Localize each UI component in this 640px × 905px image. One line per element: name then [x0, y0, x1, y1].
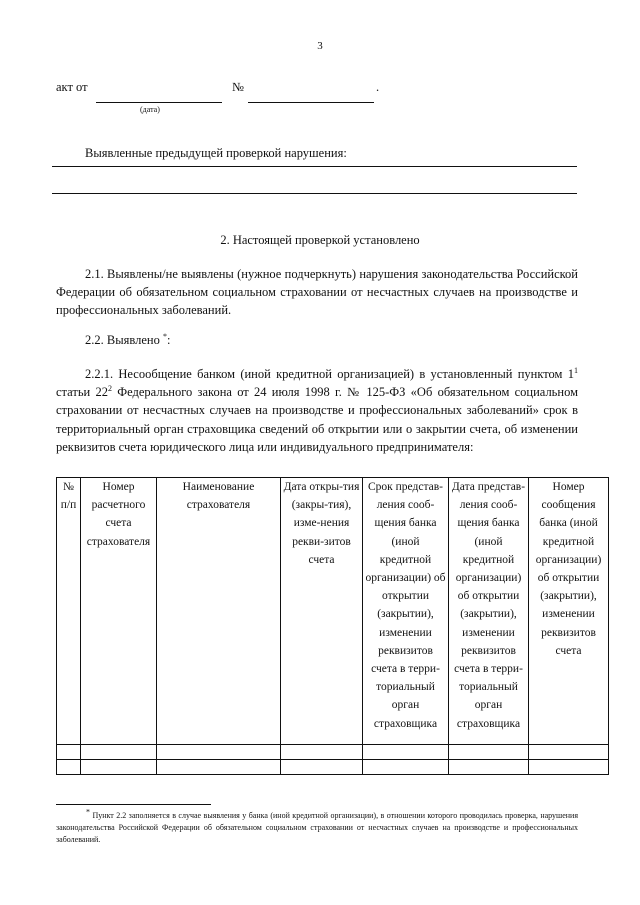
- paragraph-2-2-1-part3: Федерального закона от 24 июля 1998 г. № 125-ФЗ «Об обязательном социальном страховании от несчастных случаев на производстве и профессиональных заболеваний» срок в территориальный орган страховщика сведений об открытии или о закрытии счета, об изменении реквизитов счета юридического лица или индивидуального предпринимателя:: [56, 385, 578, 454]
- paragraph-2-2-1-part2: статьи 22: [56, 385, 108, 400]
- paragraph-2-2: [56, 331, 578, 349]
- table-cell[interactable]: [363, 745, 449, 760]
- table-cell[interactable]: [529, 760, 609, 775]
- footnote-text: Пункт 2.2 заполняется в случае выявления у банка (иной кредитной организации), в отношении которого проводилась проверка, нарушения законодательства Российской Федерации об обязательном социальном страховании от несчастных случаев на производстве и профессиональных заболеваний.: [56, 811, 579, 844]
- footnote-mark: *: [162, 331, 167, 341]
- previous-violations-label: Выявленные предыдущей проверкой нарушения:: [85, 146, 347, 160]
- paragraph-2-1: 2.1. Выявлены/не выявлены (нужное подчеркнуть) нарушения законодательства Российской Федерации об обязательном социальном страховании от несчастных случаев на производстве и профессиональных заболеваний.: [56, 267, 578, 318]
- header-report-deadline: Срок представ-ления сооб-щения банка (иной кредитной организации) об открытии (закрытии), изменении реквизитов счета в терри-ториальный орган страховщика: [363, 478, 449, 745]
- table-row: [57, 745, 609, 760]
- table-cell[interactable]: [57, 760, 81, 775]
- table-cell[interactable]: [157, 745, 281, 760]
- blank-line-1: [52, 166, 577, 167]
- header-insurer-name: Наименование страхователя: [157, 478, 281, 745]
- table-cell[interactable]: [281, 745, 363, 760]
- table-cell[interactable]: [281, 760, 363, 775]
- header-open-close-date: Дата откры-тия (закры-тия), изме-нения рекви-зитов счета: [281, 478, 363, 745]
- act-date-field: [96, 102, 222, 103]
- table-cell[interactable]: [81, 745, 157, 760]
- act-prefix: акт от: [56, 80, 88, 94]
- paragraph-2-2-1-part1: 2.2.1. Несообщение банком (иной кредитной организацией) в установленный пунктом 1: [85, 367, 574, 381]
- footnote-separator: [56, 804, 211, 805]
- header-number: № п/п: [57, 478, 81, 745]
- act-number-field: [248, 102, 374, 103]
- table-cell[interactable]: [449, 745, 529, 760]
- superscript-1: 1: [574, 365, 578, 375]
- header-account-number: Номер расчетного счета страхователя: [81, 478, 157, 745]
- table-header-row: [57, 478, 609, 745]
- act-end-mark: .: [376, 80, 380, 94]
- header-report-date: Дата представ-ления сооб-щения банка (иной кредитной организации) об открытии (закрытии), изменении реквизитов счета в терри-ториальный орган страховщика: [449, 478, 529, 745]
- section-heading: 2. Настоящей проверкой установлено: [220, 233, 420, 247]
- table-cell[interactable]: [157, 760, 281, 775]
- violations-table: [56, 477, 609, 775]
- table-cell[interactable]: [363, 760, 449, 775]
- table-row: [57, 760, 609, 775]
- footnote-mark-bottom: *: [86, 807, 90, 817]
- table-cell[interactable]: [57, 745, 81, 760]
- paragraph-2-2-1: [56, 365, 578, 456]
- table-cell[interactable]: [81, 760, 157, 775]
- paragraph-2-2-text: 2.2. Выявлено: [85, 333, 160, 347]
- paragraph-2-2-colon: :: [166, 333, 171, 347]
- footnote: [56, 807, 579, 846]
- page-number: 3: [317, 40, 323, 52]
- superscript-2: 2: [108, 384, 112, 394]
- table-cell[interactable]: [529, 745, 609, 760]
- header-report-number: Номер сообщения банка (иной кредитной организации) об открытии (закрытии), изменении реквизитов счета: [529, 478, 609, 745]
- act-date-caption: (дата): [140, 105, 160, 114]
- blank-line-2: [52, 193, 577, 194]
- table-cell[interactable]: [449, 760, 529, 775]
- act-number-sign: №: [232, 80, 244, 94]
